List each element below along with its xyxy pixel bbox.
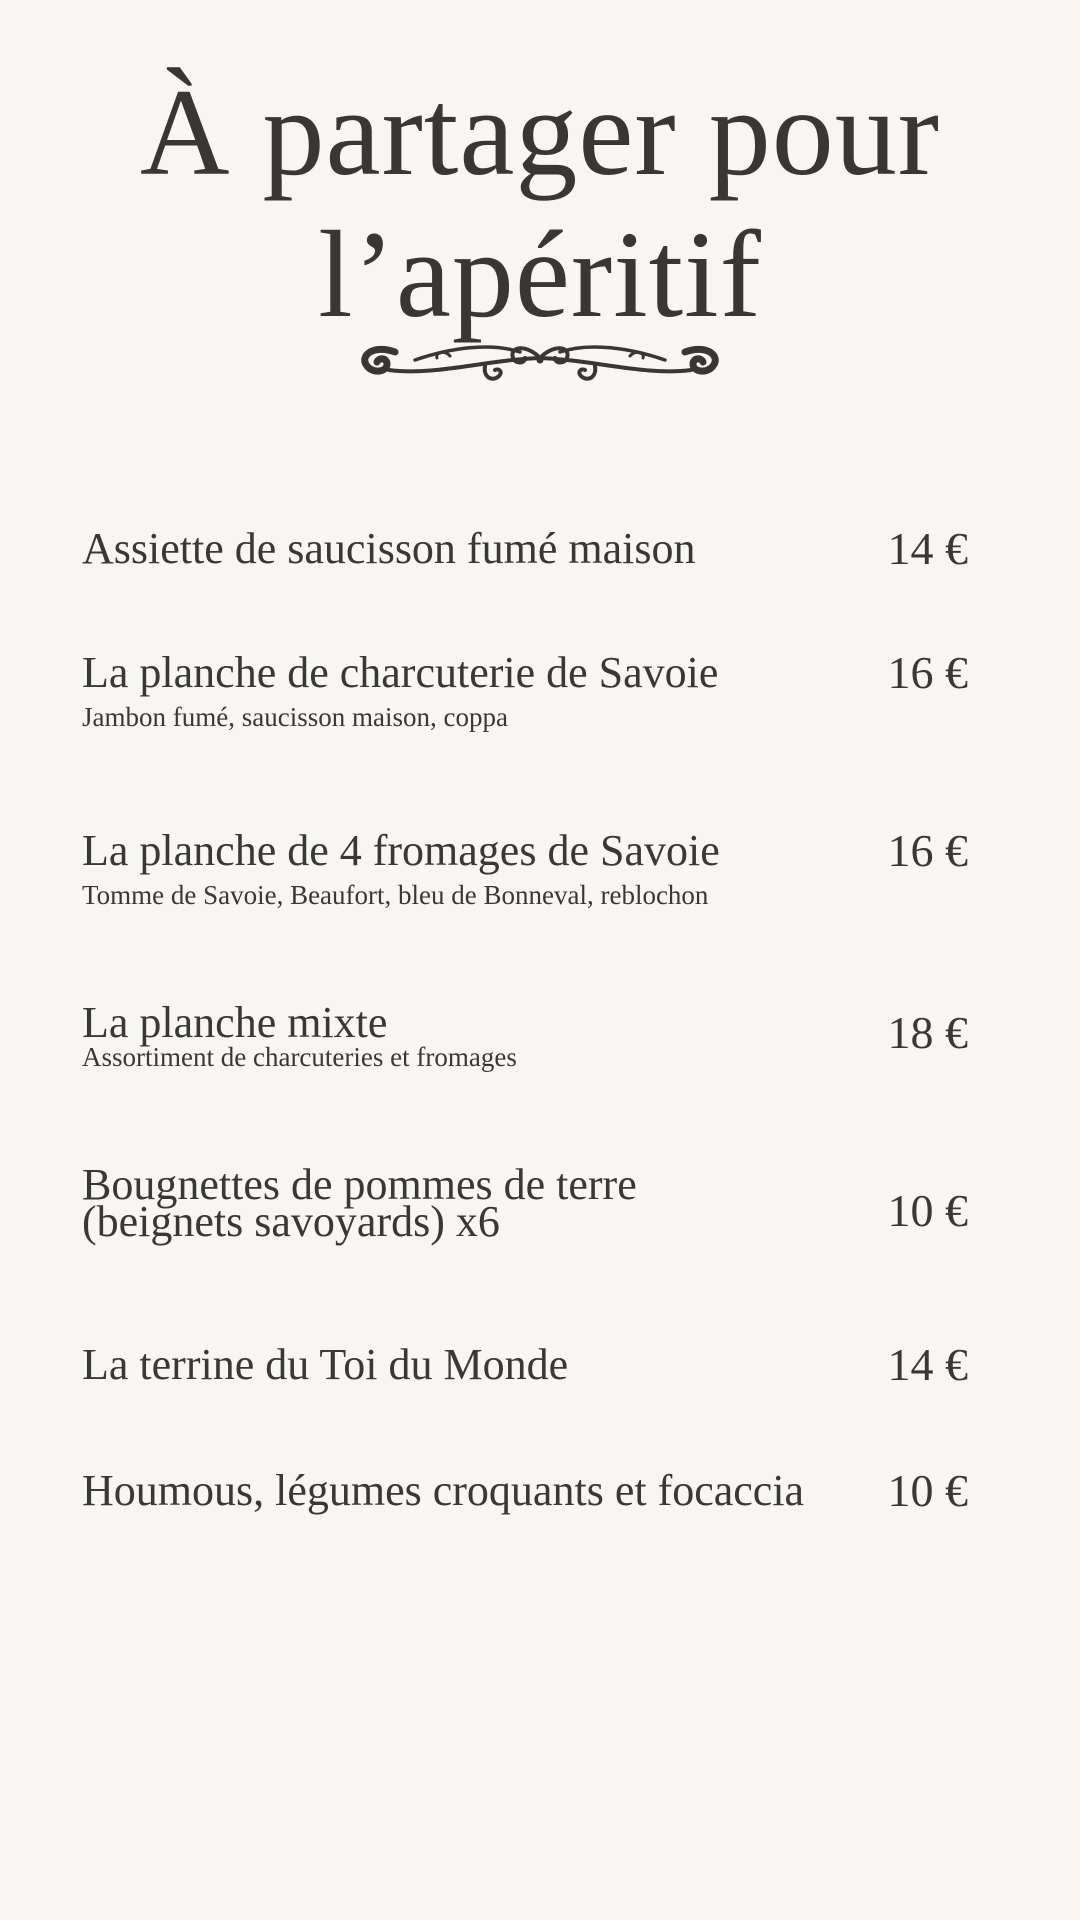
menu-header xyxy=(0,62,1080,386)
menu-item-name: La planche mixte xyxy=(82,998,388,1047)
menu-item-description: Tomme de Savoie, Beaufort, bleu de Bonneval, reblochon xyxy=(82,880,709,910)
menu-item-description: Jambon fumé, saucisson maison, coppa xyxy=(82,702,508,732)
menu-item-price: 10 € xyxy=(887,1185,968,1236)
title-line-2: l’apéritif xyxy=(318,206,762,343)
menu-item-name: La planche de 4 fromages de Savoie xyxy=(82,826,720,875)
menu-item-name: Assiette de saucisson fumé maison xyxy=(82,524,696,573)
menu-item-name: Houmous, légumes croquants et focaccia xyxy=(82,1466,805,1515)
menu-item xyxy=(82,1465,968,1516)
menu-item-price: 16 € xyxy=(887,647,968,698)
menu-item-name: La planche de charcuterie de Savoie xyxy=(82,648,719,697)
menu-item xyxy=(82,1160,968,1246)
menu-item-price: 14 € xyxy=(887,1339,968,1390)
menu-item-name: La terrine du Toi du Monde xyxy=(82,1340,569,1389)
menu-item-description: Assortiment de charcuteries et fromages xyxy=(82,1042,517,1072)
menu-item xyxy=(82,1339,968,1390)
menu-item-price: 10 € xyxy=(887,1465,968,1516)
title-line-1: À partager pour xyxy=(140,64,940,201)
menu-item-price: 14 € xyxy=(887,523,968,574)
menu-item xyxy=(82,825,968,911)
menu-item-price: 18 € xyxy=(887,1007,968,1058)
menu-item xyxy=(82,998,968,1073)
menu-item xyxy=(82,523,968,574)
menu-item xyxy=(82,647,968,733)
page-title xyxy=(0,62,1080,346)
menu-item-name-line-2: (beignets savoyards) x6 xyxy=(82,1197,500,1246)
menu-item-price: 16 € xyxy=(887,825,968,876)
menu-item-name-line-1: Bougnettes de pommes de terre xyxy=(82,1160,637,1209)
